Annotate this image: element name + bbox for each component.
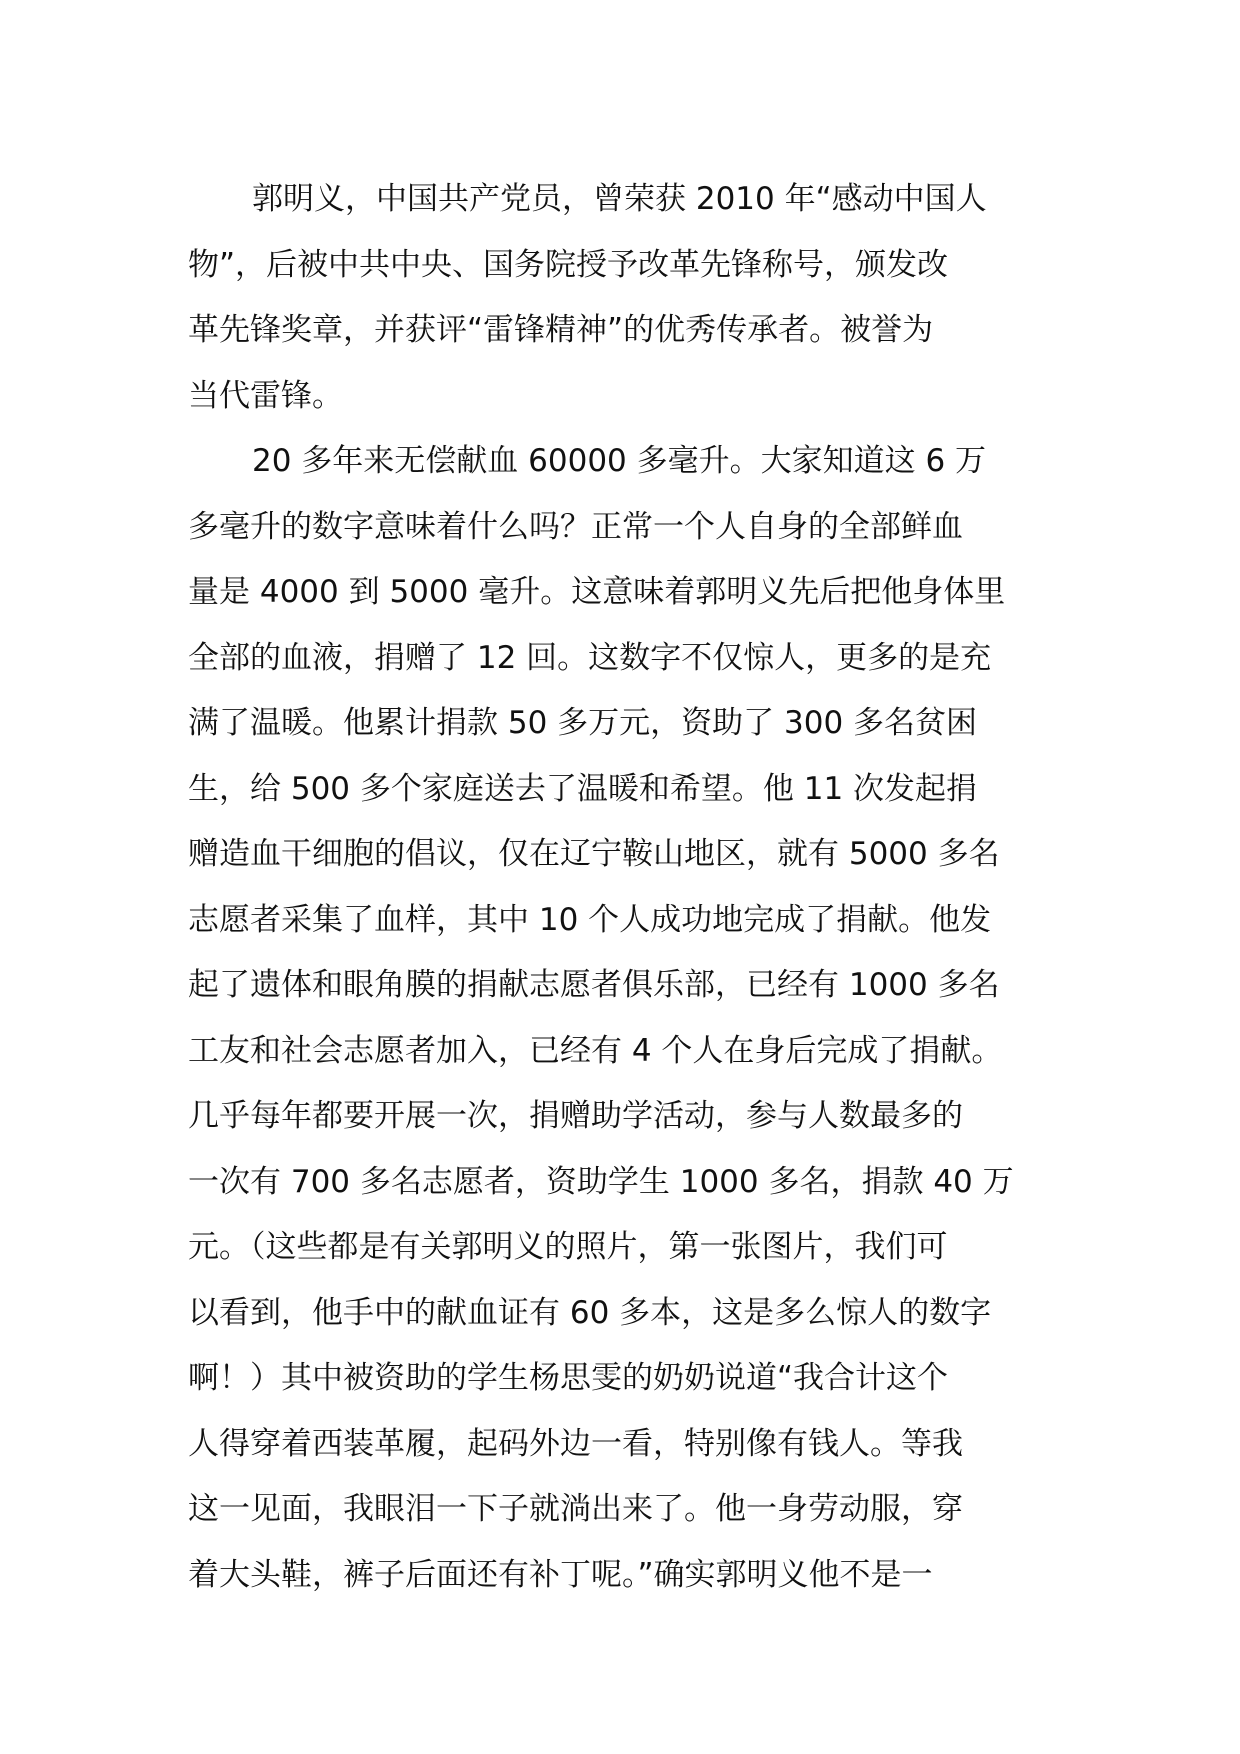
text-line: 物”，后被中共中央、国务院授予改革先锋称号，颁发改 bbox=[188, 246, 949, 283]
text-line: 着大头鞋，裤子后面还有补丁呢。”确实郭明义他不是一 bbox=[188, 1556, 933, 1593]
text-line: 全部的血液，捐赠了 12 回。这数字不仅惊人，更多的是充 bbox=[188, 639, 992, 676]
text-line: 革先锋奖章，并获评“雷锋精神”的优秀传承者。被誉为 bbox=[188, 312, 934, 348]
paragraph bbox=[188, 167, 1068, 429]
text-line: 量是 4000 到 5000 毫升。这意味着郭明义先后把他身体里 bbox=[188, 574, 1006, 610]
document-body bbox=[188, 167, 1068, 1608]
text-line: 当代雷锋。 bbox=[188, 377, 343, 414]
text-line: 生，给 500 多个家庭送去了温暖和希望。他 11 次发起捐 bbox=[188, 770, 978, 807]
paragraph bbox=[188, 429, 1068, 1608]
text-line: 20 多年来无偿献血 60000 多毫升。大家知道这 6 万 bbox=[252, 443, 987, 479]
text-line: 人得穿着西装革履，起码外边一看，特别像有钱人。等我 bbox=[188, 1425, 963, 1462]
text-line: 这一见面，我眼泪一下子就淌出来了。他一身劳动服，穿 bbox=[188, 1491, 963, 1527]
text-line: 郭明义，中国共产党员，曾荣获 2010 年“感动中国人 bbox=[252, 181, 987, 217]
text-line: 志愿者采集了血样，其中 10 个人成功地完成了捐献。他发 bbox=[188, 901, 992, 938]
text-line: 一次有 700 多名志愿者，资助学生 1000 多名，捐款 40 万 bbox=[188, 1163, 1014, 1200]
text-line: 赠造血干细胞的倡议，仅在辽宁鞍山地区，就有 5000 多名 bbox=[188, 836, 1000, 872]
text-line: 满了温暖。他累计捐款 50 多万元，资助了 300 多名贫困 bbox=[188, 705, 978, 741]
text-line: 啊！）其中被资助的学生杨思雯的奶奶说道“我合计这个 bbox=[188, 1360, 949, 1396]
text-line: 工友和社会志愿者加入，已经有 4 个人在身后完成了捐献。 bbox=[188, 1032, 1003, 1069]
text-line: 起了遗体和眼角膜的捐献志愿者俱乐部，已经有 1000 多名 bbox=[188, 967, 1000, 1003]
text-line: 以看到，他手中的献血证有 60 多本，这是多么惊人的数字 bbox=[188, 1294, 992, 1331]
text-line: 几乎每年都要开展一次，捐赠助学活动，参与人数最多的 bbox=[188, 1098, 963, 1134]
text-line: 多毫升的数字意味着什么吗？正常一个人自身的全部鲜血 bbox=[188, 508, 963, 545]
text-line: 元。（这些都是有关郭明义的照片，第一张图片，我们可 bbox=[188, 1229, 948, 1265]
